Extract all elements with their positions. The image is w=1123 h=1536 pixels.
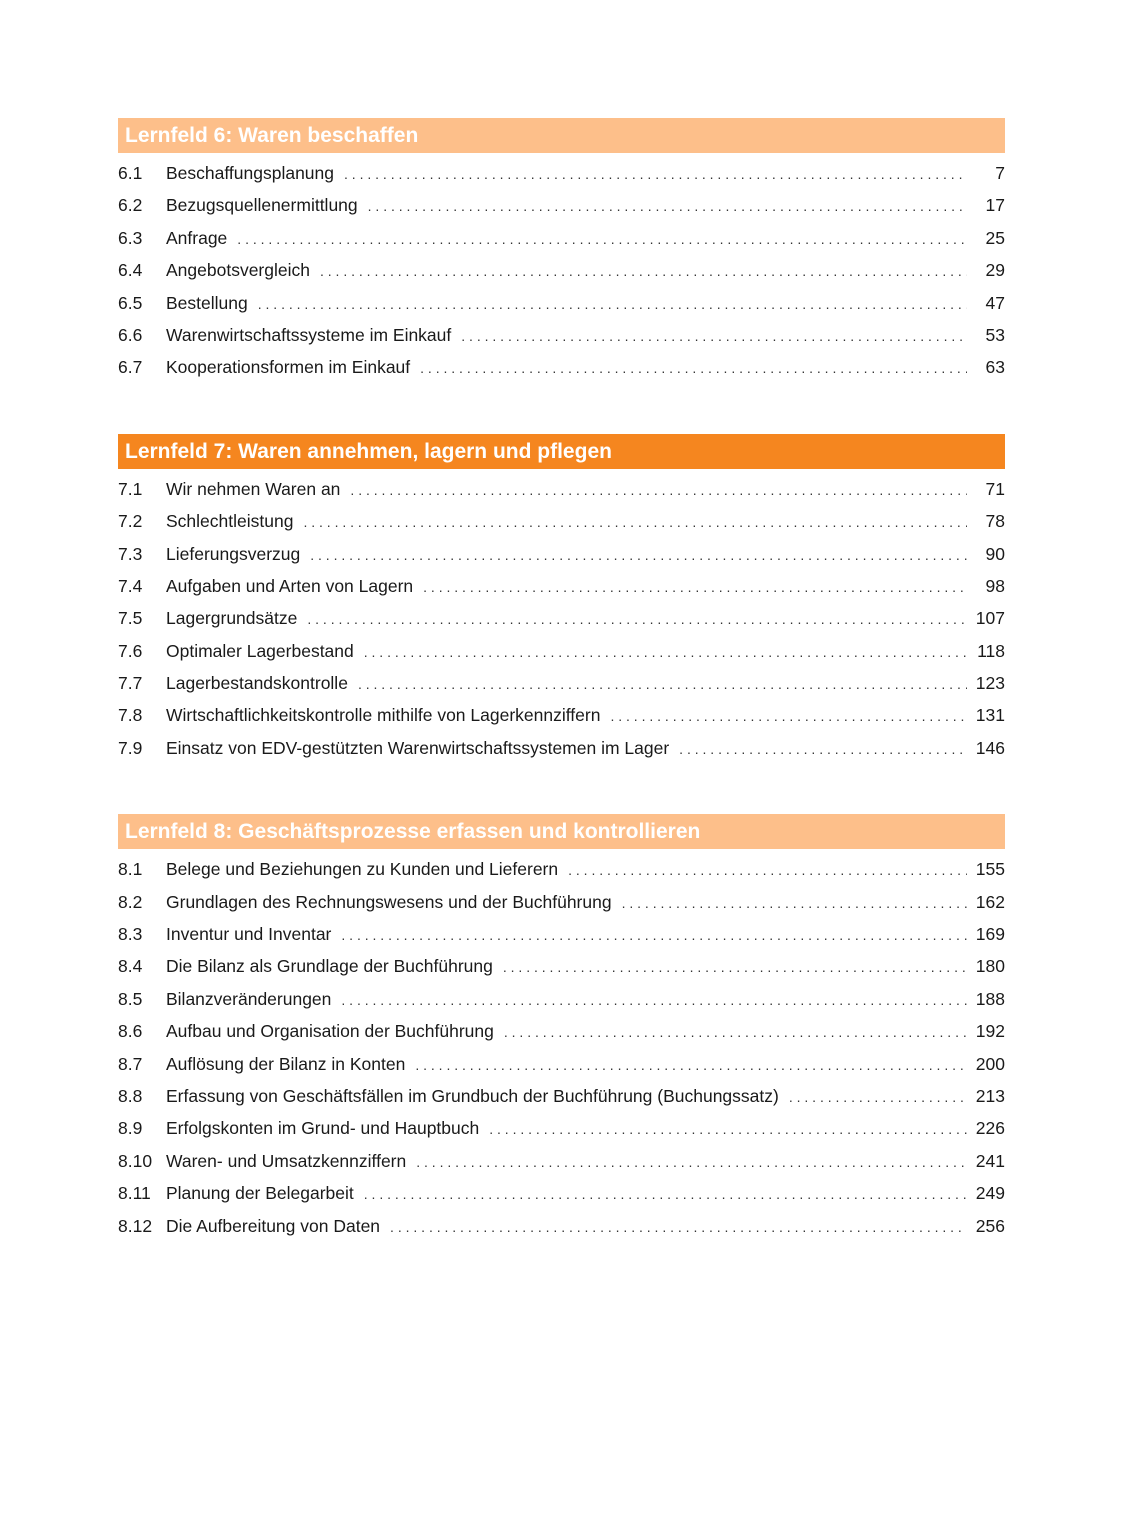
entry-page-number: 118	[977, 640, 1005, 661]
entry-page-number: 90	[985, 543, 1005, 564]
section-header: Lernfeld 8: Geschäftsprozesse erfassen und kontrollieren	[118, 814, 1005, 849]
toc-entry[interactable]	[118, 1048, 1005, 1080]
toc-entry[interactable]	[118, 732, 1005, 764]
toc-entry[interactable]	[118, 635, 1005, 667]
dot-leader	[679, 733, 967, 765]
entry-number: 6.2	[118, 195, 143, 216]
dot-leader	[358, 668, 967, 700]
toc-section-lernfeld-8	[118, 814, 1005, 1242]
dot-leader	[307, 603, 967, 635]
dot-leader	[420, 352, 967, 384]
toc-entry[interactable]	[118, 918, 1005, 950]
entry-page-number: 200	[975, 1053, 1005, 1074]
entry-number: 8.10	[118, 1150, 153, 1171]
dot-leader	[504, 1016, 967, 1048]
entry-page-number: 180	[975, 956, 1005, 977]
dot-leader	[461, 320, 967, 352]
entry-title: Bilanzveränderungen	[166, 988, 332, 1009]
dot-leader	[364, 1178, 967, 1210]
toc-entry[interactable]	[118, 319, 1005, 351]
entry-number: 8.7	[118, 1053, 143, 1074]
entry-number: 7.7	[118, 673, 143, 694]
entry-number: 8.6	[118, 1021, 143, 1042]
toc-entry[interactable]	[118, 1080, 1005, 1112]
toc-entry[interactable]	[118, 1145, 1005, 1177]
entry-number: 8.9	[118, 1118, 143, 1139]
entry-title: Warenwirtschaftssysteme im Einkauf	[166, 324, 452, 345]
entry-number: 6.1	[118, 163, 143, 183]
entry-title: Die Aufbereitung von Daten	[166, 1215, 381, 1236]
toc-entry[interactable]	[118, 189, 1005, 221]
toc-entry[interactable]	[118, 667, 1005, 699]
entry-title: Einsatz von EDV-gestützten Warenwirtschaftssystemen im Lager	[166, 737, 670, 758]
entry-page-number: 78	[985, 511, 1005, 532]
entry-title: Belege und Beziehungen zu Kunden und Lieferern	[166, 859, 559, 880]
dot-leader	[258, 288, 967, 320]
entry-title: Aufgaben und Arten von Lagern	[166, 575, 414, 596]
entry-page-number: 107	[975, 608, 1005, 629]
dot-leader	[568, 854, 967, 886]
dot-leader	[364, 636, 967, 668]
entry-title: Auflösung der Bilanz in Konten	[166, 1053, 406, 1074]
entry-page-number: 7	[995, 163, 1005, 183]
dot-leader	[368, 190, 967, 222]
dot-leader	[341, 919, 967, 951]
entry-page-number: 47	[985, 292, 1005, 313]
toc-entry[interactable]	[118, 505, 1005, 537]
entry-number: 8.5	[118, 988, 143, 1009]
entry-page-number: 241	[975, 1150, 1005, 1171]
entry-number: 8.11	[118, 1183, 151, 1204]
toc-entry[interactable]	[118, 853, 1005, 885]
entry-page-number: 169	[975, 924, 1005, 945]
entry-title: Angebotsvergleich	[166, 260, 310, 281]
toc-entry[interactable]	[118, 983, 1005, 1015]
entry-title: Lieferungsverzug	[166, 543, 301, 564]
entry-title: Waren- und Umsatzkennziffern	[166, 1150, 407, 1171]
entry-title: Wir nehmen Waren an	[166, 478, 341, 499]
dot-leader	[489, 1113, 967, 1145]
entry-number: 6.3	[118, 227, 143, 248]
entry-page-number: 188	[975, 988, 1005, 1009]
entry-title: Erfassung von Geschäftsfällen im Grundbuch der Buchführung (Buchungssatz)	[166, 1085, 779, 1106]
entry-number: 6.6	[118, 324, 143, 345]
entry-number: 7.6	[118, 640, 143, 661]
entry-page-number: 256	[975, 1215, 1005, 1236]
entry-title: Grundlagen des Rechnungswesens und der Buchführung	[166, 891, 612, 912]
toc-entry[interactable]	[118, 351, 1005, 383]
entry-number: 6.7	[118, 357, 143, 378]
entry-number: 8.8	[118, 1085, 143, 1106]
toc-entry[interactable]	[118, 287, 1005, 319]
entry-title: Lagerbestandskontrolle	[166, 673, 348, 694]
entry-number: 7.4	[118, 575, 143, 596]
toc-section-lernfeld-6	[118, 118, 1005, 384]
entry-title: Anfrage	[166, 227, 228, 248]
dot-leader	[350, 474, 967, 506]
toc-section-lernfeld-7	[118, 434, 1005, 765]
entry-title: Planung der Belegarbeit	[166, 1183, 354, 1204]
entry-number: 7.3	[118, 543, 143, 564]
toc-entry[interactable]	[118, 538, 1005, 570]
entry-title: Optimaler Lagerbestand	[166, 640, 354, 661]
entry-page-number: 98	[985, 575, 1005, 596]
entry-page-number: 213	[975, 1085, 1005, 1106]
dot-leader	[237, 223, 967, 255]
entry-page-number: 17	[985, 195, 1005, 216]
dot-leader	[320, 255, 967, 287]
entry-number: 7.1	[118, 478, 143, 499]
dot-leader	[303, 506, 967, 538]
entry-title: Bezugsquellenermittlung	[166, 195, 358, 216]
entry-title: Aufbau und Organisation der Buchführung	[166, 1021, 494, 1042]
entry-page-number: 29	[985, 260, 1005, 281]
dot-leader	[310, 539, 967, 571]
entry-title: Wirtschaftlichkeitskontrolle mithilfe von Lagerkennziffern	[166, 705, 601, 726]
entry-page-number: 192	[975, 1021, 1005, 1042]
entry-number: 6.5	[118, 292, 143, 313]
toc-entry[interactable]	[118, 157, 1005, 189]
section-header: Lernfeld 7: Waren annehmen, lagern und pflegen	[118, 434, 1005, 469]
toc-entry[interactable]	[118, 886, 1005, 918]
toc-entry[interactable]	[118, 570, 1005, 602]
dot-leader	[344, 158, 967, 190]
entry-number: 8.2	[118, 891, 143, 912]
entry-number: 6.4	[118, 260, 143, 281]
dot-leader	[341, 984, 967, 1016]
dot-leader	[416, 1146, 967, 1178]
dot-leader	[415, 1049, 967, 1081]
entry-page-number: 155	[975, 859, 1005, 880]
dot-leader	[503, 951, 967, 983]
toc-entry[interactable]	[118, 950, 1005, 982]
toc-entry[interactable]	[118, 254, 1005, 286]
toc-entry[interactable]	[118, 1177, 1005, 1209]
dot-leader	[789, 1081, 967, 1113]
toc-entry[interactable]	[118, 699, 1005, 731]
entry-number: 7.5	[118, 608, 143, 629]
toc-entry[interactable]	[118, 602, 1005, 634]
toc-entry[interactable]	[118, 1015, 1005, 1047]
toc-entry[interactable]	[118, 222, 1005, 254]
entry-number: 7.2	[118, 511, 143, 532]
toc-entry[interactable]	[118, 1112, 1005, 1144]
entry-page-number: 162	[975, 891, 1005, 912]
entry-page-number: 131	[975, 705, 1005, 726]
entry-page-number: 226	[975, 1118, 1005, 1139]
entry-page-number: 53	[985, 324, 1005, 345]
entry-page-number: 249	[975, 1183, 1005, 1204]
entry-number: 8.3	[118, 924, 143, 945]
entry-title: Kooperationsformen im Einkauf	[166, 357, 411, 378]
entry-number: 8.4	[118, 956, 143, 977]
entry-page-number: 71	[985, 478, 1005, 499]
entry-page-number: 146	[975, 737, 1005, 758]
toc-entry[interactable]	[118, 1210, 1005, 1242]
entry-page-number: 63	[985, 357, 1005, 378]
dot-leader	[423, 571, 967, 603]
entry-number: 8.1	[118, 859, 143, 880]
entry-title: Inventur und Inventar	[166, 924, 332, 945]
entry-page-number: 25	[985, 227, 1005, 248]
entry-title: Schlechtleistung	[166, 511, 294, 532]
entry-title: Die Bilanz als Grundlage der Buchführung	[166, 956, 493, 977]
entry-title: Lagergrundsätze	[166, 608, 298, 629]
entry-title: Bestellung	[166, 292, 248, 313]
dot-leader	[610, 700, 967, 732]
entry-page-number: 123	[975, 673, 1005, 694]
section-header: Lernfeld 6: Waren beschaffen	[118, 118, 1005, 153]
entry-title: Erfolgskonten im Grund- und Hauptbuch	[166, 1118, 480, 1139]
table-of-contents	[118, 118, 1005, 1292]
entry-number: 7.9	[118, 737, 143, 758]
toc-entry[interactable]	[118, 473, 1005, 505]
entry-title: Beschaffungsplanung	[166, 163, 335, 183]
entry-number: 7.8	[118, 705, 143, 726]
dot-leader	[622, 887, 967, 919]
entry-number: 8.12	[118, 1215, 153, 1236]
dot-leader	[390, 1211, 967, 1243]
